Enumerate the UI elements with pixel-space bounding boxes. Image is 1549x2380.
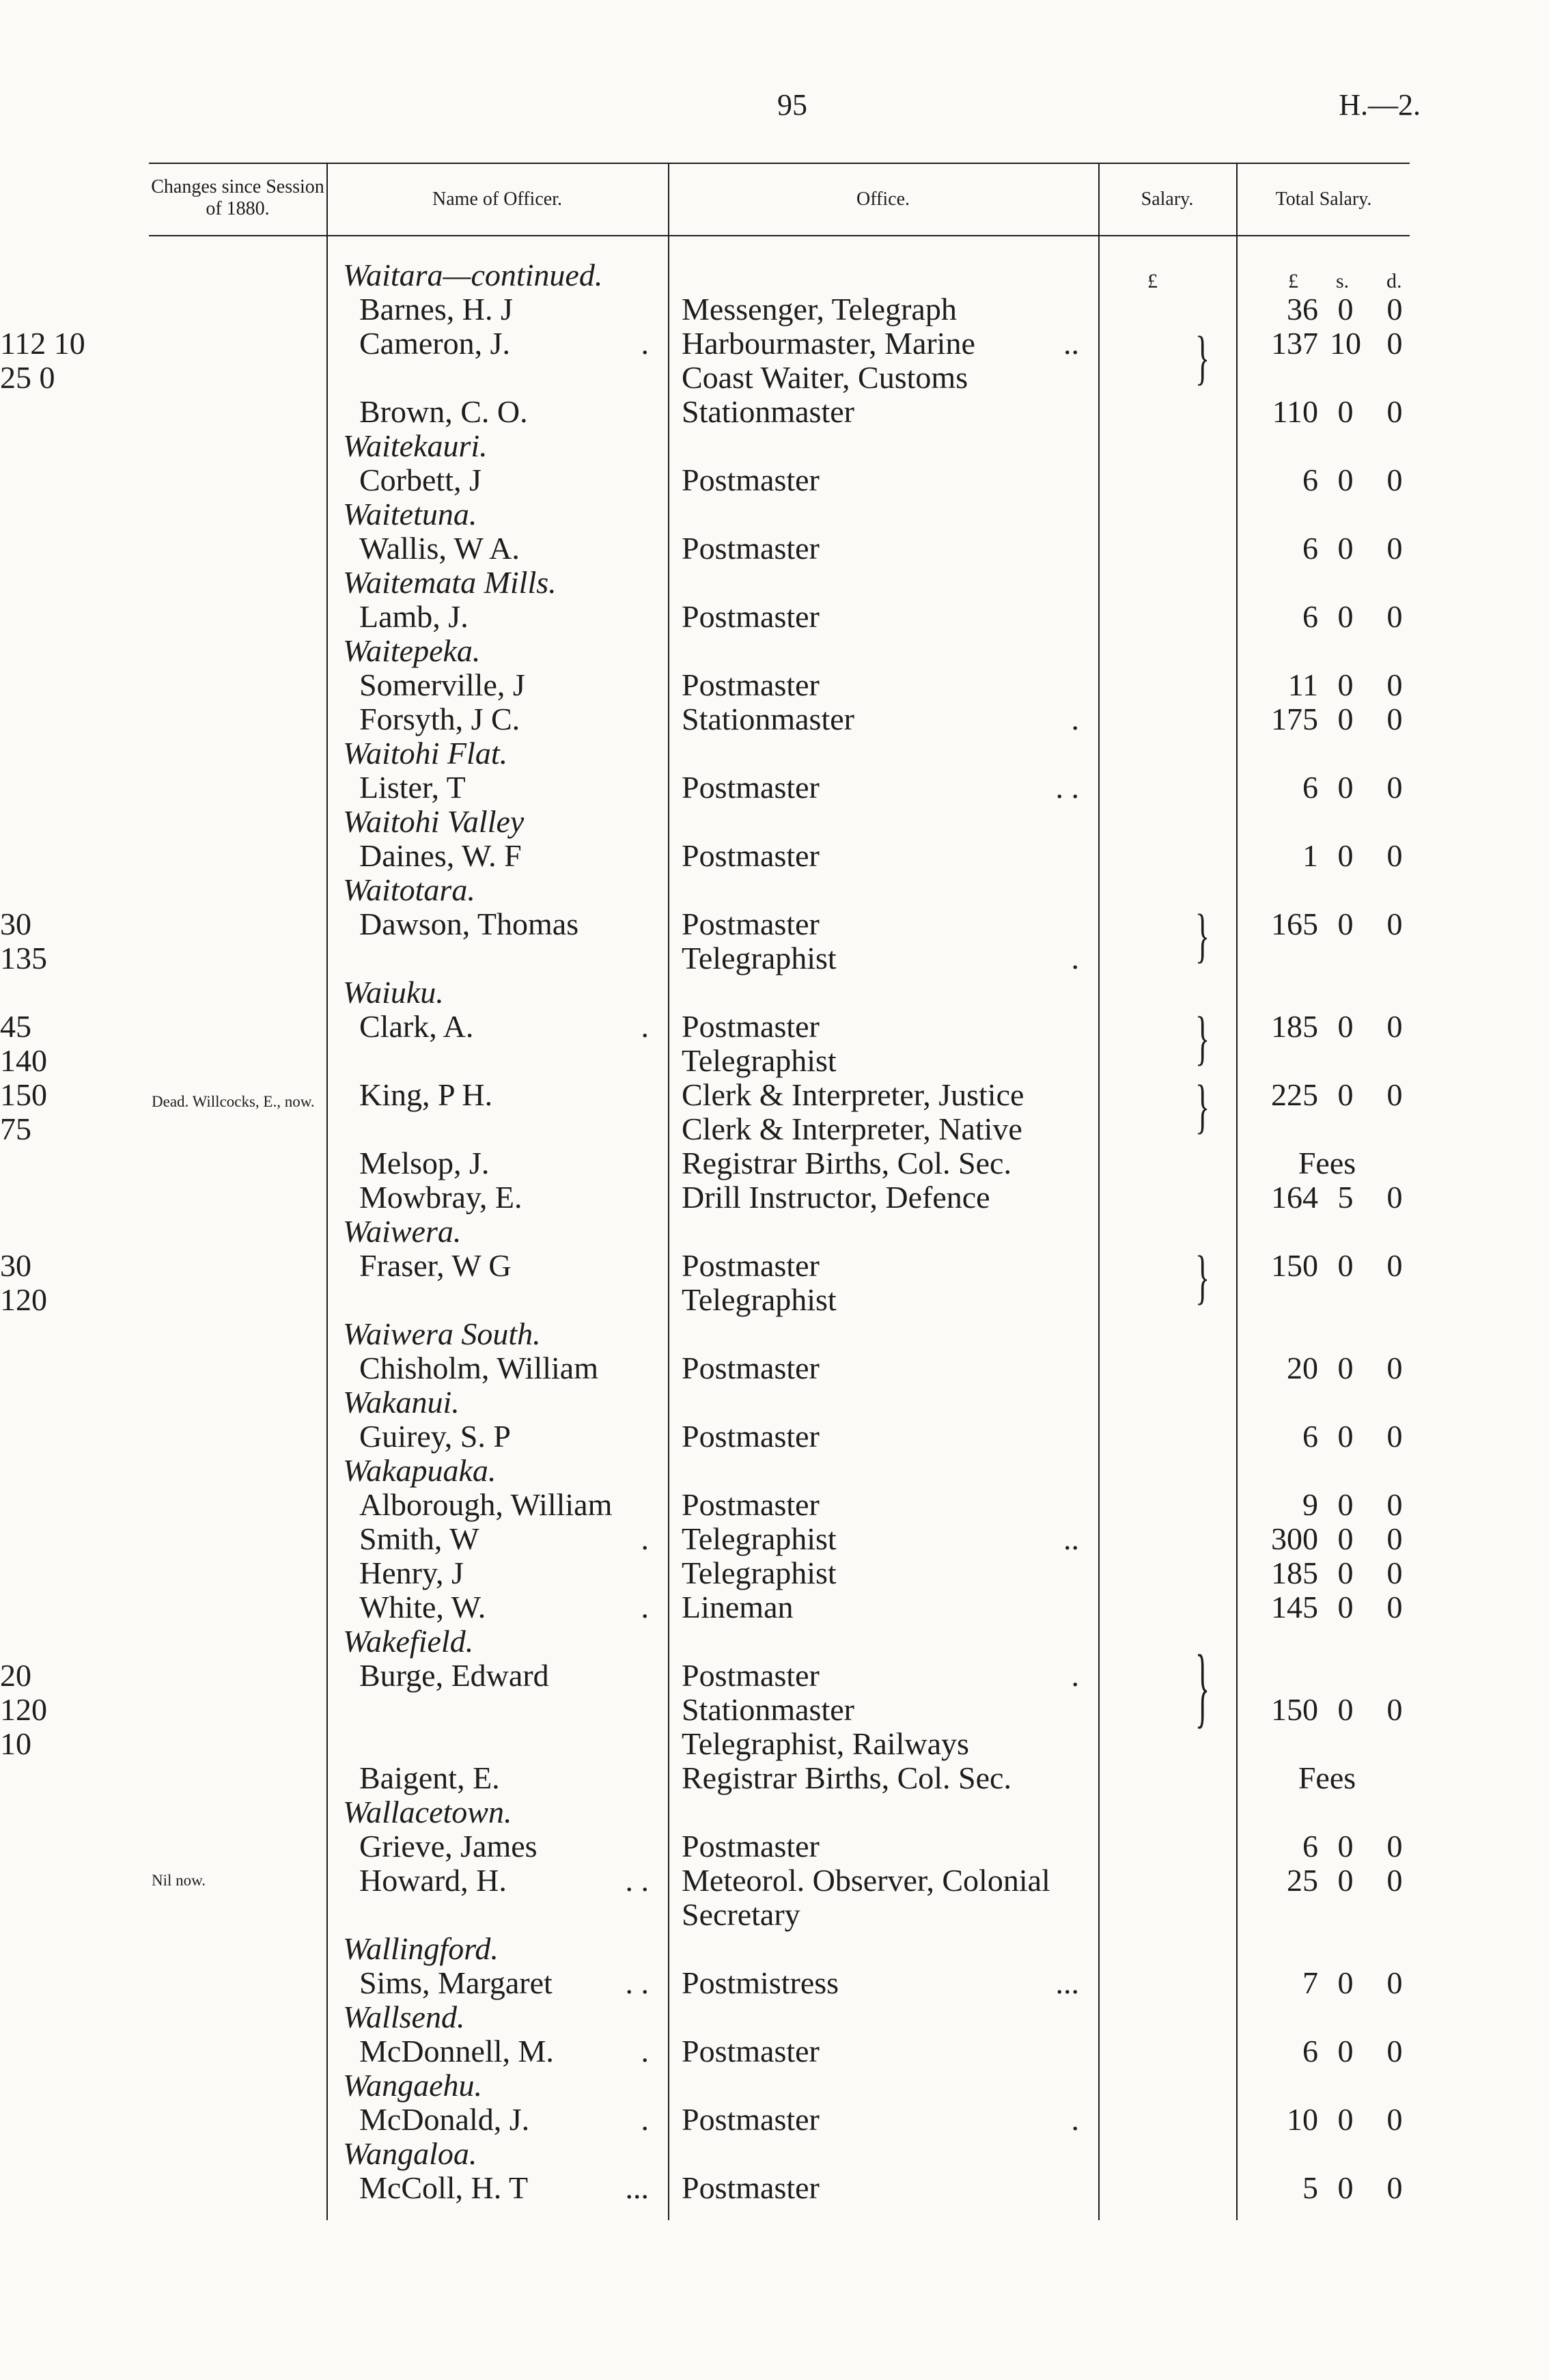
table-row: [0, 1283, 1549, 1317]
office-title: Postmaster: [682, 907, 820, 941]
total-pounds: 6: [1302, 770, 1318, 805]
table-row: [0, 1010, 1549, 1044]
total-pence: 0: [1386, 1521, 1403, 1556]
table-row: [0, 1864, 1549, 1898]
place-heading: Wakapuaka.: [343, 1453, 497, 1488]
total-pounds: 11: [1287, 667, 1318, 702]
place-heading: Waiuku.: [343, 975, 444, 1010]
total-pence-unit: d.: [1386, 270, 1402, 292]
office-title: Postmaster: [682, 2170, 820, 2205]
officer-name: Daines, W. F: [359, 838, 522, 873]
brace-burge: }: [1195, 1637, 1210, 1737]
column-header-office: Office.: [856, 189, 910, 210]
total-shillings: 5: [1337, 1180, 1354, 1215]
total-shillings: 0: [1337, 1863, 1354, 1898]
office-title: Postmaster: [682, 667, 820, 702]
place-heading: Waitohi Valley: [343, 804, 525, 839]
place-heading: Wallacetown.: [343, 1795, 512, 1829]
leader-dots: .: [641, 2034, 649, 2068]
officer-name: Lister, T: [359, 770, 466, 805]
total-shillings: 0: [1337, 1419, 1354, 1454]
office-title: Telegraphist: [682, 1521, 837, 1556]
office-title: Postmistress: [682, 1965, 839, 2000]
total-shillings: 0: [1337, 2170, 1354, 2205]
office-title: Postmaster: [682, 1248, 820, 1283]
office-title: Registrar Births, Col. Sec.: [682, 1760, 1011, 1795]
officer-name: White, W.: [359, 1590, 486, 1624]
total-pounds: 7: [1302, 1965, 1318, 2000]
total-pence: 0: [1386, 667, 1403, 702]
table-row: [0, 1795, 1549, 1829]
table-row: [0, 292, 1549, 327]
total-shillings: 0: [1337, 394, 1354, 429]
fees-label: Fees: [1298, 1146, 1356, 1180]
officer-name: Sims, Margaret: [359, 1965, 553, 2000]
column-header-total: Total Salary.: [1275, 189, 1372, 210]
table-row: [0, 805, 1549, 839]
office-leader-dots: .: [1071, 2102, 1079, 2137]
total-pounds: 150: [1271, 1692, 1318, 1727]
total-pence: 0: [1386, 531, 1403, 566]
office-leader-dots: ..: [1063, 1521, 1079, 1556]
table-row: [0, 1659, 1549, 1693]
total-pounds: 137: [1271, 326, 1318, 361]
table-row: [0, 1317, 1549, 1351]
table-row: [0, 975, 1549, 1010]
brace-clark: }: [1195, 1004, 1210, 1072]
office-title: Postmaster: [682, 2034, 820, 2068]
office-leader-dots: ...: [1055, 1965, 1079, 2000]
table-row: [0, 2068, 1549, 2103]
total-pounds: 25: [1287, 1863, 1318, 1898]
leader-dots: ...: [625, 2170, 649, 2205]
total-pence: 0: [1386, 1487, 1403, 1522]
place-heading: Waitohi Flat.: [343, 736, 508, 771]
officer-name: Grieve, James: [359, 1829, 538, 1864]
total-shillings: 0: [1337, 1351, 1354, 1385]
salary-value: 150: [0, 1077, 47, 1112]
table-row: [0, 361, 1549, 395]
officer-name: Guirey, S. P: [359, 1419, 511, 1454]
leader-dots: .: [641, 326, 649, 361]
total-pence: 0: [1386, 1180, 1403, 1215]
office-title: Postmaster: [682, 1419, 820, 1454]
office-title: Messenger, Telegraph: [682, 292, 957, 327]
place-heading: Wangaloa.: [343, 2136, 477, 2171]
officer-name: Barnes, H. J: [359, 292, 513, 327]
total-shillings: 0: [1337, 292, 1354, 327]
place-heading: Waitepeka.: [343, 633, 481, 668]
office-leader-dots: ..: [1063, 326, 1079, 361]
table-row: [0, 1180, 1549, 1215]
table-row: [0, 1385, 1549, 1420]
table-row: [0, 941, 1549, 975]
total-pounds: 175: [1271, 702, 1318, 736]
total-shillings: 0: [1337, 838, 1354, 873]
place-heading: Waitekauri.: [343, 428, 488, 463]
officer-name: Clark, A.: [359, 1009, 474, 1044]
total-pence: 0: [1386, 702, 1403, 736]
office-title: Postmaster: [682, 770, 820, 805]
leader-dots: . .: [625, 1863, 649, 1898]
column-header-changes: Changes since Session of 1880.: [151, 176, 324, 219]
total-shillings: 0: [1337, 1829, 1354, 1864]
salary-value: 25 0: [0, 360, 55, 395]
total-shillings: 0: [1337, 2102, 1354, 2137]
officer-name: Baigent, E.: [359, 1760, 500, 1795]
total-pound-unit: £: [1288, 270, 1298, 292]
officer-name: Somerville, J: [359, 667, 525, 702]
change-note-nil: Nil now.: [152, 1872, 206, 1889]
total-pence: 0: [1386, 1009, 1403, 1044]
table-row: [0, 1693, 1549, 1727]
officer-name: Alborough, William: [359, 1487, 613, 1522]
table-row: [0, 1829, 1549, 1864]
table-row: [0, 1966, 1549, 2000]
leader-dots: .: [641, 2102, 649, 2137]
total-pence: 0: [1386, 462, 1403, 497]
office-title: Drill Instructor, Defence: [682, 1180, 990, 1215]
office-title: Telegraphist: [682, 1043, 837, 1078]
office-title: Telegraphist: [682, 941, 837, 975]
office-leader-dots: .: [1071, 702, 1079, 736]
total-pence: 0: [1386, 394, 1403, 429]
place-heading: Wallsend.: [343, 2000, 465, 2034]
total-pounds: 185: [1271, 1009, 1318, 1044]
table-row: [0, 1351, 1549, 1385]
table-row: [0, 1932, 1549, 1966]
table-row: [0, 2000, 1549, 2034]
header-bottom-rule: [149, 235, 1410, 236]
place-heading: Waitara—continued.: [343, 258, 603, 292]
salary-value: 30: [0, 1248, 31, 1283]
place-heading: Wallingford.: [343, 1931, 499, 1966]
office-title: Postmaster: [682, 1487, 820, 1522]
table-row: [0, 429, 1549, 463]
office-title: Postmaster: [682, 1009, 820, 1044]
table-row: [0, 839, 1549, 873]
table-row: [0, 1624, 1549, 1659]
brace-dawson: }: [1195, 902, 1210, 969]
leader-dots: .: [641, 1521, 649, 1556]
officer-name: Smith, W: [359, 1521, 479, 1556]
total-shillings: 0: [1337, 1521, 1354, 1556]
total-pence: 0: [1386, 1692, 1403, 1727]
total-pence: 0: [1386, 1555, 1403, 1590]
document-code: H.—2.: [1339, 88, 1421, 122]
table-row: [0, 497, 1549, 531]
total-pounds: 225: [1271, 1077, 1318, 1112]
office-title: Stationmaster: [682, 1692, 854, 1727]
office-leader-dots: . .: [1055, 770, 1079, 805]
total-pounds: 6: [1302, 531, 1318, 566]
change-note-dead: Dead. Willcocks, E., now.: [152, 1093, 315, 1110]
officer-name: Corbett, J: [359, 462, 482, 497]
table-row: [0, 1590, 1549, 1624]
officer-name: Lamb, J.: [359, 599, 469, 634]
office-leader-dots: .: [1071, 1658, 1079, 1693]
total-pence: 0: [1386, 1077, 1403, 1112]
place-heading: Waitotara.: [343, 872, 475, 907]
total-shillings: 0: [1337, 531, 1354, 566]
officer-name: Chisholm, William: [359, 1351, 598, 1385]
table-row: [0, 1488, 1549, 1522]
total-pounds: 6: [1302, 462, 1318, 497]
salary-pound-unit: £: [1147, 270, 1158, 292]
place-heading: Wakefield.: [343, 1624, 474, 1659]
table-row: [0, 258, 1549, 292]
total-pounds: 145: [1271, 1590, 1318, 1624]
table-row: [0, 1249, 1549, 1283]
salary-value: 30: [0, 907, 31, 941]
total-shillings: 0: [1337, 462, 1354, 497]
office-title: Postmaster: [682, 462, 820, 497]
place-heading: Waiwera.: [343, 1214, 462, 1249]
table-row: [0, 463, 1549, 497]
total-pence: 0: [1386, 1248, 1403, 1283]
total-pence: 0: [1386, 907, 1403, 941]
office-title: Telegraphist: [682, 1282, 837, 1317]
total-shillings: 0: [1337, 907, 1354, 941]
table-row: [0, 1522, 1549, 1556]
table-row: [0, 668, 1549, 702]
office-title: Clerk & Interpreter, Justice: [682, 1077, 1024, 1112]
office-title: Postmaster: [682, 1658, 820, 1693]
officer-name: McDonald, J.: [359, 2102, 530, 2137]
total-pounds: 164: [1271, 1180, 1318, 1215]
office-title: Registrar Births, Col. Sec.: [682, 1146, 1011, 1180]
total-pence: 0: [1386, 1829, 1403, 1864]
total-shillings: 0: [1337, 1248, 1354, 1283]
office-title: Postmaster: [682, 531, 820, 566]
office-title: Telegraphist: [682, 1555, 837, 1590]
table-row: [0, 1215, 1549, 1249]
salary-value: 20: [0, 1658, 31, 1693]
salary-value: 112 10: [0, 326, 85, 361]
total-shillings: 0: [1337, 1487, 1354, 1522]
total-shillings: 0: [1337, 1555, 1354, 1590]
office-title: Postmaster: [682, 1351, 820, 1385]
table-row: [0, 2171, 1549, 2205]
total-pence: 0: [1386, 1590, 1403, 1624]
column-header-name: Name of Officer.: [432, 189, 562, 210]
total-pounds: 6: [1302, 599, 1318, 634]
officer-name: Brown, C. O.: [359, 394, 528, 429]
officer-name: Dawson, Thomas: [359, 907, 579, 941]
table-row: [0, 1454, 1549, 1488]
table-row: [0, 1898, 1549, 1932]
place-heading: Wakanui.: [343, 1385, 460, 1420]
leader-dots: .: [641, 1590, 649, 1624]
salary-value: 10: [0, 1726, 31, 1761]
office-title: Postmaster: [682, 838, 820, 873]
total-pence: 0: [1386, 599, 1403, 634]
total-pounds: 185: [1271, 1555, 1318, 1590]
total-pence: 0: [1386, 1965, 1403, 2000]
table-row: [0, 2103, 1549, 2137]
table-row: [0, 2137, 1549, 2171]
table-row: [0, 1078, 1549, 1112]
table-row: [0, 1420, 1549, 1454]
total-pounds: 6: [1302, 2034, 1318, 2068]
fees-label: Fees: [1298, 1760, 1356, 1795]
leader-dots: . .: [625, 1965, 649, 2000]
office-title: Harbourmaster, Marine: [682, 326, 975, 361]
total-pounds: 110: [1272, 394, 1318, 429]
total-pence: 0: [1386, 1351, 1403, 1385]
table-row: [0, 634, 1549, 668]
total-pence: 0: [1386, 838, 1403, 873]
officer-name: McColl, H. T: [359, 2170, 529, 2205]
officer-name: Cameron, J.: [359, 326, 511, 361]
total-shillings: 0: [1337, 599, 1354, 634]
total-shillings: 0: [1337, 702, 1354, 736]
officer-name: Forsyth, J C.: [359, 702, 520, 736]
total-pounds: 150: [1271, 1248, 1318, 1283]
table-row: [0, 1727, 1549, 1761]
officer-name: Mowbray, E.: [359, 1180, 522, 1215]
table-row: [0, 531, 1549, 566]
header-top-rule: [149, 163, 1410, 164]
total-pounds: 6: [1302, 1829, 1318, 1864]
total-pounds: 300: [1271, 1521, 1318, 1556]
officer-name: Howard, H.: [359, 1863, 507, 1898]
total-shillings: 0: [1337, 1590, 1354, 1624]
leader-dots: .: [641, 1009, 649, 1044]
table-row: [0, 702, 1549, 736]
salary-value: 120: [0, 1692, 47, 1727]
place-heading: Wangaehu.: [343, 2068, 483, 2103]
office-title: Stationmaster: [682, 702, 854, 736]
office-title: Clerk & Interpreter, Native: [682, 1111, 1022, 1146]
office-title: Stationmaster: [682, 394, 854, 429]
total-shillings: 0: [1337, 1009, 1354, 1044]
salary-value: 120: [0, 1282, 47, 1317]
table-row: [0, 2034, 1549, 2068]
salary-value: 45: [0, 1009, 31, 1044]
total-pounds: 5: [1302, 2170, 1318, 2205]
total-pounds: 9: [1302, 1487, 1318, 1522]
officer-name: Burge, Edward: [359, 1658, 549, 1693]
total-pence: 0: [1386, 2102, 1403, 2137]
total-pounds: 36: [1287, 292, 1318, 327]
place-heading: Waiwera South.: [343, 1316, 541, 1351]
total-pounds: 165: [1271, 907, 1318, 941]
table-row: [0, 566, 1549, 600]
brace-fraser: }: [1195, 1243, 1210, 1311]
table-row: [0, 1556, 1549, 1590]
salary-value: 135: [0, 941, 47, 975]
office-leader-dots: .: [1071, 941, 1079, 975]
table-row: [0, 736, 1549, 771]
office-title: Meteorol. Observer, Colonial: [682, 1863, 1050, 1898]
officer-name: Fraser, W G: [359, 1248, 512, 1283]
table-row: [0, 1761, 1549, 1795]
office-title: Postmaster: [682, 1829, 820, 1864]
place-heading: Waitemata Mills.: [343, 565, 557, 600]
total-shilling-unit: s.: [1336, 270, 1350, 292]
table-row: [0, 327, 1549, 361]
salary-value: 140: [0, 1043, 47, 1078]
office-title: Telegraphist, Railways: [682, 1726, 969, 1761]
column-header-salary: Salary.: [1141, 189, 1194, 210]
office-title: Secretary: [682, 1897, 800, 1932]
total-pence: 0: [1386, 2034, 1403, 2068]
brace-king: }: [1195, 1073, 1210, 1140]
total-pounds: 1: [1302, 838, 1318, 873]
total-shillings: 0: [1337, 1965, 1354, 2000]
total-shillings: 0: [1337, 770, 1354, 805]
total-pence: 0: [1386, 292, 1403, 327]
table-row: [0, 1044, 1549, 1078]
table-row: [0, 600, 1549, 634]
office-title: Lineman: [682, 1590, 794, 1624]
table-row: [0, 1112, 1549, 1146]
total-shillings: 10: [1330, 326, 1361, 361]
total-shillings: 0: [1337, 1077, 1354, 1112]
office-title: Postmaster: [682, 2102, 820, 2137]
officer-name: Melsop, J.: [359, 1146, 490, 1180]
table-row: [0, 907, 1549, 941]
total-pence: 0: [1386, 326, 1403, 361]
table-row: [0, 395, 1549, 429]
page-number: 95: [777, 88, 807, 122]
total-pounds: 10: [1287, 2102, 1318, 2137]
officer-name: King, P H.: [359, 1077, 493, 1112]
office-title: Postmaster: [682, 599, 820, 634]
total-pence: 0: [1386, 1863, 1403, 1898]
table-row: [0, 771, 1549, 805]
total-pounds: 6: [1302, 1419, 1318, 1454]
total-pounds: 20: [1287, 1351, 1318, 1385]
total-shillings: 0: [1337, 667, 1354, 702]
total-pence: 0: [1386, 770, 1403, 805]
officer-name: Wallis, W A.: [359, 531, 520, 566]
officer-name: McDonnell, M.: [359, 2034, 554, 2068]
office-title: Coast Waiter, Customs: [682, 360, 968, 395]
place-heading: Waitetuna.: [343, 497, 477, 531]
officer-name: Henry, J: [359, 1555, 464, 1590]
table-row: [0, 1146, 1549, 1180]
total-pence: 0: [1386, 1419, 1403, 1454]
total-shillings: 0: [1337, 2034, 1354, 2068]
brace-cameron: }: [1195, 324, 1210, 391]
total-pence: 0: [1386, 2170, 1403, 2205]
table-row: [0, 873, 1549, 907]
salary-value: 75: [0, 1111, 31, 1146]
total-shillings: 0: [1337, 1692, 1354, 1727]
